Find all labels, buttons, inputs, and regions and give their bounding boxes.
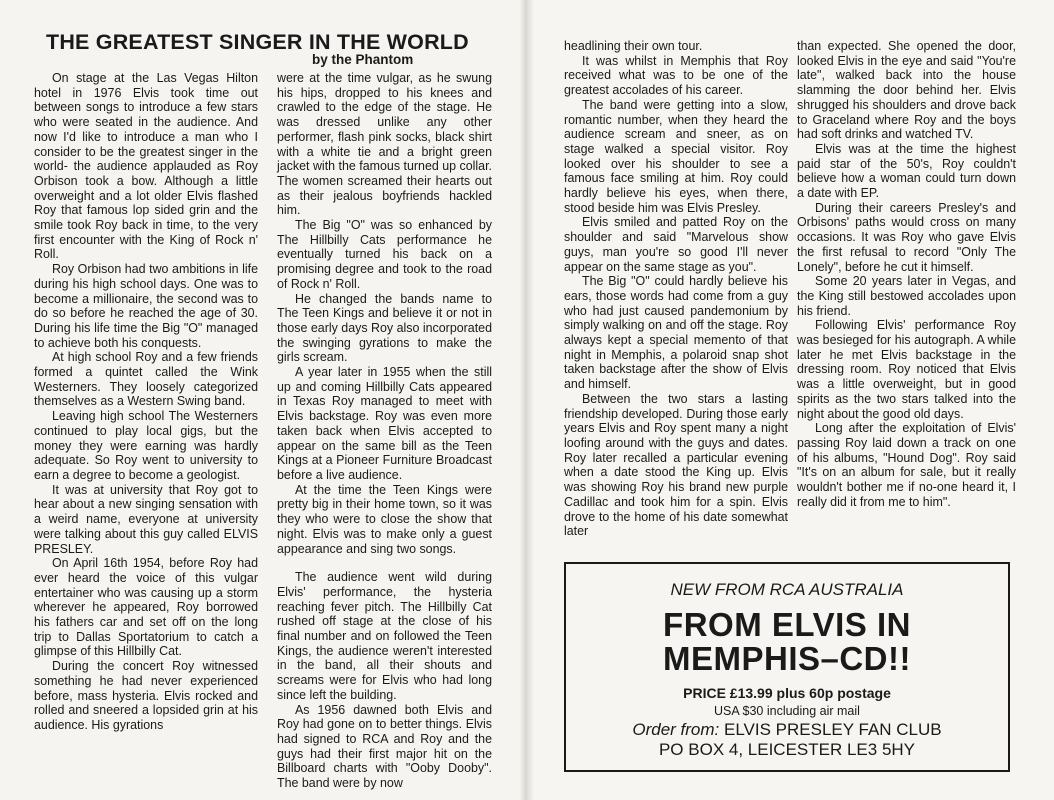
paragraph: Between the two stars a lasting friendship developed. During those early years Elvis and Roy spent many a night loofing around with the guys and dates. Roy later recalled a particular evening when a date stood the King up. Elvis was showing Roy his brand new purple Cadillac and took him for a spin. Elvis drove to the home of his date somewhat later bbox=[564, 391, 788, 539]
advert-kicker: NEW FROM RCA AUSTRALIA bbox=[670, 580, 904, 599]
article-column-2 bbox=[277, 71, 493, 791]
paragraph: than expected. She opened the door, looked Elvis in the eye and said "You're late", walked back into the house slamming the door behind her. Elvis shrugged his shoulders and drove back to Graceland where Roy and the boys had soft drinks and watched TV. bbox=[797, 39, 1016, 142]
paragraph: Leaving high school The Westerners continued to play local gigs, but the money they were earning was hardly adequate. So Roy went to university to earn a degree to become a geologist. bbox=[34, 409, 258, 482]
paragraph: At the time the Teen Kings were pretty big in their home town, so it was they who were to close the show that night. Elvis was to make only a guest appearance and sing two songs. bbox=[277, 482, 492, 556]
paragraph: On April 16th 1954, before Roy had ever heard the voice of this vulgar entertainer who was causing up a storm wherever he appeared, Roy borrowed his fathers car and set off on the long trip to Dallas Sportatorium to catch a glimpse of this Hillbilly Cat. bbox=[34, 556, 258, 659]
paragraph: Elvis smiled and patted Roy on the shoulder and said "Marvelous show guys, man you're so good I'll never appear on the same stage as you". bbox=[564, 215, 788, 274]
article-byline: by the Phantom bbox=[312, 52, 414, 67]
paragraph: Following Elvis' performance Roy was besieged for his autograph. A while later he met Elvis backstage in the dressing room. Roy noticed that Elvis was a little overweight, but in good spirits as the two stars talked into the night about the good old days. bbox=[797, 318, 1016, 421]
article-column-4 bbox=[797, 39, 1016, 539]
paragraph: headlining their own tour. bbox=[564, 39, 703, 53]
cd-advert-box bbox=[564, 562, 1010, 772]
paragraph: It was whilst in Memphis that Roy received what was to be one of the greatest accolades of his career. bbox=[564, 53, 788, 98]
paragraph: During the concert Roy witnessed something he had never experienced before, mass hysteria. Elvis rocked and rolled and sneered a lopsided grin at his audience. His gyrations bbox=[34, 659, 258, 732]
article-headline: THE GREATEST SINGER IN THE WORLD bbox=[46, 30, 469, 54]
paragraph: The Big "O" could hardly believe his ears, those words had come from a guy who had just caused pandemonium by simply walking on and off the stage. Roy always kept a special memento of that night in Memphis, a polaroid snap shot taken backstage after the show of Elvis and himself. bbox=[564, 274, 788, 392]
paragraph: A year later in 1955 when the still up and coming Hillbilly Cats appeared in Texas Roy managed to meet with Elvis backstage. Roy was even more taken back when Elvis accepted to appear on the same bill as the Teen Kings at a Pioneer Furniture Broadcast before a live audience. bbox=[277, 365, 492, 482]
advert-title-line-1: FROM ELVIS IN bbox=[663, 606, 911, 643]
paragraph: At high school Roy and a few friends formed a quintet called the Wink Westerners. They loosely categorized themselves as a Western Swing band. bbox=[34, 350, 258, 409]
advert-usa-price: USA $30 including air mail bbox=[714, 704, 860, 718]
article-column-3 bbox=[564, 39, 788, 554]
paragraph: The audience went wild during Elvis' performance, the hysteria reaching fever pitch. The Hillbilly Cat rushed off stage at the close of his final number and on followed the Teen Kings, the audience weren't interested in the band, all their shouts and screams were for Elvis who had long since left the building. bbox=[277, 570, 492, 702]
paragraph: The Big "O" was so enhanced by The Hillbilly Cats performance he eventually turned his back on a promising degree and took to the road of Rock n' Roll. bbox=[277, 218, 492, 291]
paragraph: Elvis was at the time the highest paid star of the 50's, Roy couldn't believe how a woman could turn down a date with EP. bbox=[797, 141, 1016, 201]
paragraph: were at the time vulgar, as he swung his hips, dropped to his knees and crawled to the edge of the stage. He was dressed unlike any other performer, flash pink socks, black shirt with a white tie and a bright green jacket with the famous turned up collar. The women screamed their hearts out as their jealous boyfriends hackled him. bbox=[277, 71, 493, 218]
paragraph: As 1956 dawned both Elvis and Roy had gone on to better things. Elvis had signed to RCA and Roy and the guys had their first major hit on the Billboard charts with "Ooby Dooby". The band were by now bbox=[277, 702, 492, 791]
advert-order-line-1 bbox=[566, 720, 1008, 740]
advert-title-line-2: MEMPHIS–CD!! bbox=[662, 640, 911, 677]
paragraph: On stage at the Las Vegas Hilton hotel in 1976 Elvis took time out between songs to introduce a few stars who were seated in the audience. And now I'd like to introduce a man who I consider to be the greatest singer in the world- the audience applauded as Roy Orbison took a bow. Although a little overweight and a lot older Elvis flashed Roy that famous lop sided grin and the smile took Roy back in time, to the very first encounter with the King of Rock n' Roll. bbox=[34, 71, 258, 262]
article-column-1 bbox=[34, 71, 258, 783]
paragraph: Some 20 years later in Vegas, and the King still bestowed accolades upon his friend. bbox=[797, 274, 1016, 318]
advert-order-info bbox=[566, 720, 1008, 760]
advert-title bbox=[566, 608, 1008, 676]
paragraph: He changed the bands name to The Teen Kings and believe it or not in those early days Roy also incorporated the swinging gyrations to make the girls scream. bbox=[277, 291, 493, 365]
advert-order-name: ELVIS PRESLEY FAN CLUB bbox=[724, 720, 942, 739]
page-gutter bbox=[520, 0, 534, 800]
paragraph: It was at university that Roy got to hear about a new singing sensation with a weird name, everyone at university were talking about this guy called ELVIS PRESLEY. bbox=[34, 482, 258, 556]
paragraph: Long after the exploitation of Elvis' passing Roy laid down a track on one of his albums, "Hound Dog". Roy said "It's on an album for sale, but it really wouldn't bother me if no-one heard it, I really did it from me to him". bbox=[797, 421, 1016, 509]
paragraph: During their careers Presley's and Orbisons' paths would cross on many occasions. It was Roy who gave Elvis the first refusal to record "Only The Lonely", before he cut it himself. bbox=[797, 200, 1016, 274]
paragraph: The band were getting into a slow, romantic number, when they heard the audience scream and sneer, as on stage walked a special visitor. Roy looked over his shoulder to see a famous face smiling at him. Roy could hardly believe his eyes, when there, stood beside him was Elvis Presley. bbox=[564, 97, 788, 215]
advert-order-label: Order from: bbox=[632, 720, 720, 739]
advert-price: PRICE £13.99 plus 60p postage bbox=[683, 685, 891, 701]
paragraph: Roy Orbison had two ambitions in life during his high school days. One was to become a millionaire, the second was to do so before he reached the age of 30. During his life time the Big "O" managed to achieve both his conquests. bbox=[34, 262, 258, 350]
advert-order-address: PO BOX 4, LEICESTER LE3 5HY bbox=[658, 740, 916, 759]
